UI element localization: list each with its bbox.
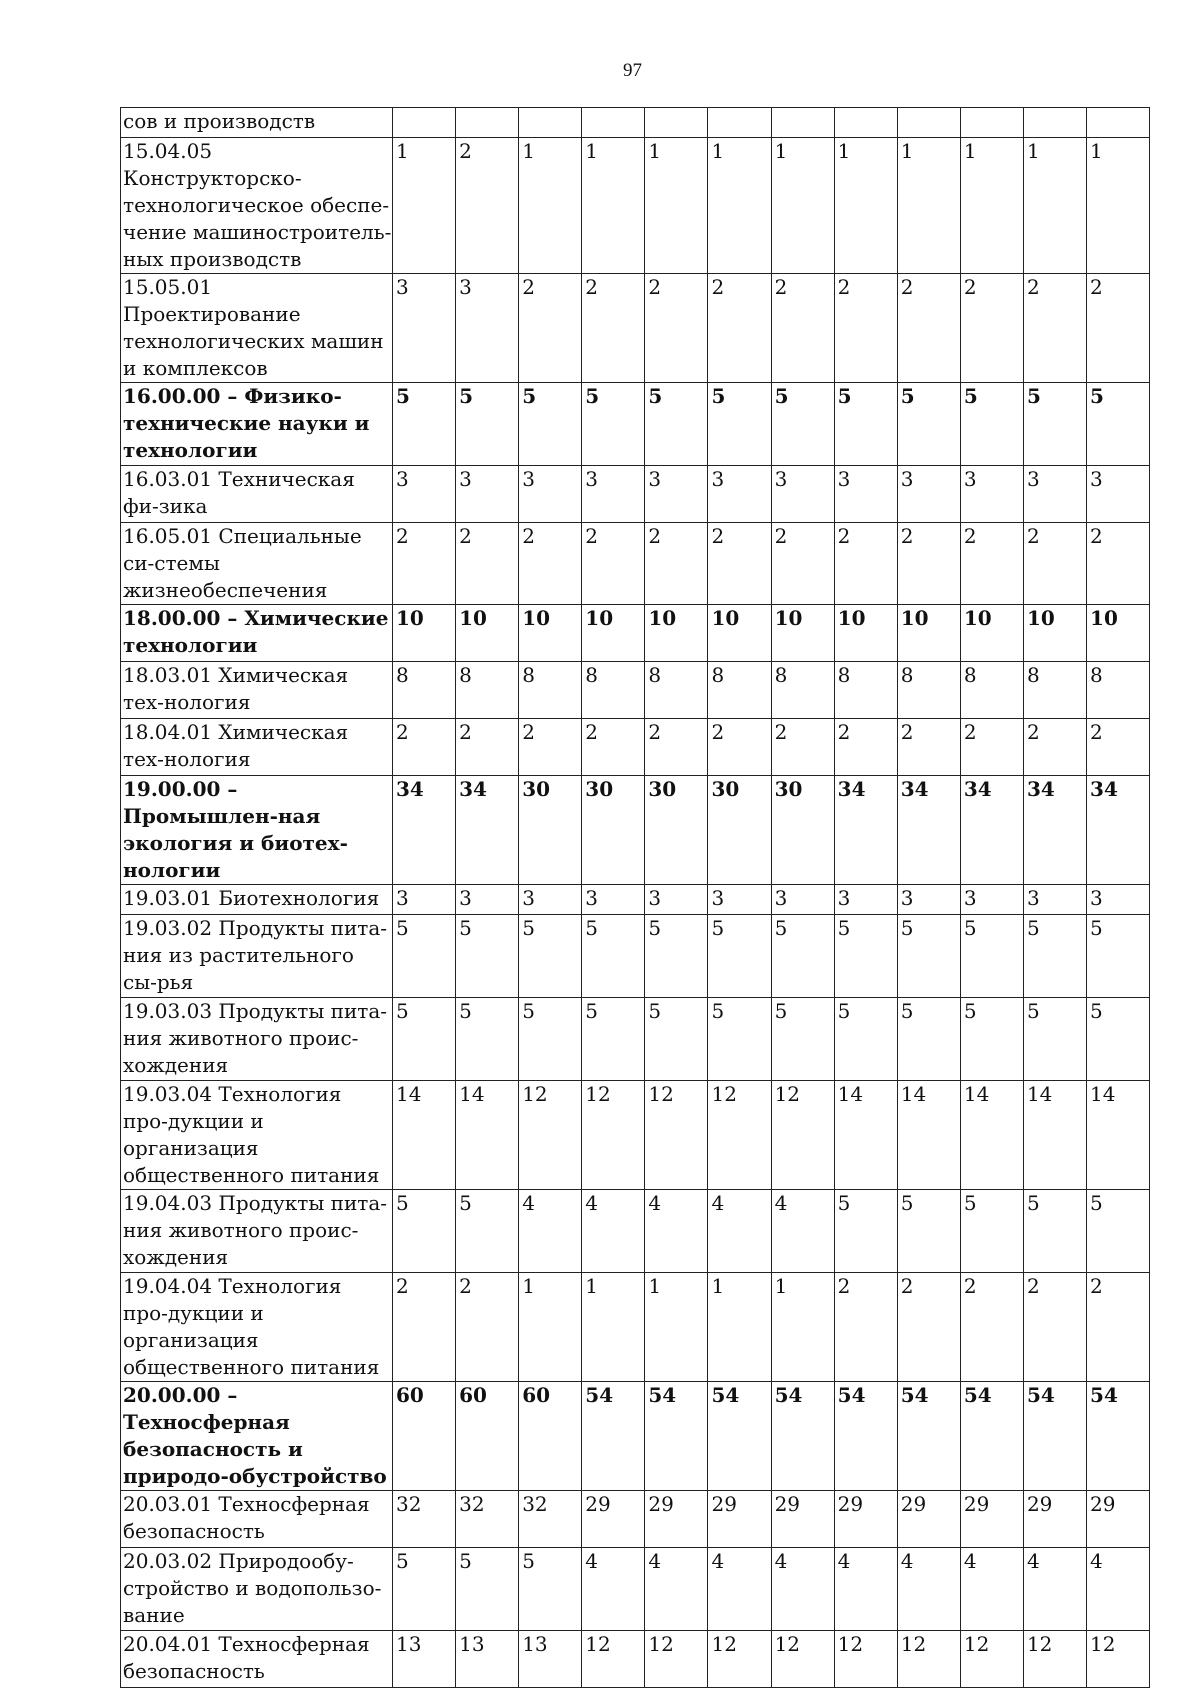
value-cell: 2	[771, 719, 834, 776]
table-row	[121, 274, 1150, 383]
value-cell: 10	[960, 605, 1023, 662]
value-cell: 34	[834, 776, 897, 885]
value-cell: 29	[897, 1491, 960, 1548]
value-cell: 60	[519, 1382, 582, 1491]
value-cell: 2	[1087, 274, 1150, 383]
value-cell: 5	[393, 998, 456, 1081]
value-cell	[582, 108, 645, 138]
value-cell: 2	[456, 138, 519, 274]
value-cell: 60	[456, 1382, 519, 1491]
row-name-cell: 16.03.01 Техническая фи-зика	[121, 466, 393, 523]
value-cell: 8	[960, 662, 1023, 719]
value-cell: 2	[708, 523, 771, 605]
value-cell: 5	[519, 998, 582, 1081]
value-cell: 4	[519, 1190, 582, 1273]
table-row	[121, 523, 1150, 605]
value-cell: 12	[582, 1631, 645, 1688]
value-cell: 5	[456, 1190, 519, 1273]
value-cell: 1	[771, 1273, 834, 1382]
value-cell	[393, 108, 456, 138]
value-cell: 12	[582, 1081, 645, 1190]
value-cell: 2	[708, 274, 771, 383]
value-cell: 1	[393, 138, 456, 274]
table-row	[121, 915, 1150, 998]
value-cell: 10	[456, 605, 519, 662]
table-row-group	[121, 605, 1150, 662]
value-cell: 3	[519, 466, 582, 523]
value-cell: 8	[834, 662, 897, 719]
value-cell: 2	[1087, 719, 1150, 776]
value-cell: 3	[456, 466, 519, 523]
value-cell: 54	[708, 1382, 771, 1491]
value-cell: 8	[645, 662, 708, 719]
value-cell: 30	[582, 776, 645, 885]
value-cell: 12	[708, 1631, 771, 1688]
value-cell: 2	[645, 719, 708, 776]
value-cell: 60	[393, 1382, 456, 1491]
value-cell: 3	[1023, 885, 1086, 915]
value-cell: 12	[519, 1081, 582, 1190]
value-cell: 2	[771, 523, 834, 605]
value-cell: 12	[1023, 1631, 1086, 1688]
value-cell: 2	[393, 523, 456, 605]
row-name-cell: 16.00.00 – Физико-технические науки и технологии	[121, 383, 393, 466]
table-row	[121, 662, 1150, 719]
value-cell: 3	[645, 466, 708, 523]
value-cell: 8	[1087, 662, 1150, 719]
value-cell: 5	[645, 383, 708, 466]
row-name-cell: 15.05.01 Проектирование технологических машин и комплексов	[121, 274, 393, 383]
value-cell: 5	[708, 383, 771, 466]
value-cell: 5	[771, 998, 834, 1081]
value-cell: 5	[771, 383, 834, 466]
value-cell: 34	[1087, 776, 1150, 885]
value-cell: 5	[456, 998, 519, 1081]
value-cell: 8	[897, 662, 960, 719]
value-cell: 14	[1023, 1081, 1086, 1190]
value-cell: 30	[771, 776, 834, 885]
value-cell: 5	[1087, 1190, 1150, 1273]
value-cell: 5	[645, 998, 708, 1081]
value-cell: 2	[708, 719, 771, 776]
value-cell: 2	[834, 523, 897, 605]
value-cell: 54	[960, 1382, 1023, 1491]
value-cell: 2	[582, 719, 645, 776]
value-cell: 8	[1023, 662, 1086, 719]
value-cell: 54	[897, 1382, 960, 1491]
value-cell: 13	[393, 1631, 456, 1688]
row-name-cell: 20.04.01 Техносферная безопасность	[121, 1631, 393, 1688]
value-cell: 5	[393, 915, 456, 998]
row-name-cell: 15.04.05 Конструкторско-технологическое обеспе-чение машиностроитель-ных производств	[121, 138, 393, 274]
value-cell: 2	[960, 719, 1023, 776]
value-cell: 5	[834, 1190, 897, 1273]
value-cell: 2	[456, 719, 519, 776]
value-cell: 5	[582, 915, 645, 998]
value-cell: 30	[519, 776, 582, 885]
value-cell: 8	[708, 662, 771, 719]
value-cell: 3	[645, 885, 708, 915]
value-cell: 10	[519, 605, 582, 662]
value-cell	[960, 108, 1023, 138]
value-cell: 5	[834, 998, 897, 1081]
value-cell: 29	[1087, 1491, 1150, 1548]
value-cell: 3	[708, 885, 771, 915]
value-cell: 54	[582, 1382, 645, 1491]
value-cell: 2	[897, 274, 960, 383]
value-cell: 2	[1023, 719, 1086, 776]
value-cell: 12	[960, 1631, 1023, 1688]
value-cell: 13	[456, 1631, 519, 1688]
value-cell: 5	[393, 1548, 456, 1631]
value-cell: 4	[834, 1548, 897, 1631]
value-cell: 4	[645, 1190, 708, 1273]
row-name-cell: 16.05.01 Специальные си-стемы жизнеобеспечения	[121, 523, 393, 605]
value-cell	[1023, 108, 1086, 138]
value-cell: 29	[960, 1491, 1023, 1548]
value-cell: 10	[582, 605, 645, 662]
value-cell: 4	[960, 1548, 1023, 1631]
value-cell: 2	[456, 1273, 519, 1382]
value-cell: 5	[708, 915, 771, 998]
value-cell: 4	[582, 1548, 645, 1631]
value-cell: 3	[582, 885, 645, 915]
value-cell: 2	[897, 1273, 960, 1382]
value-cell: 1	[645, 138, 708, 274]
value-cell: 29	[645, 1491, 708, 1548]
value-cell: 1	[708, 138, 771, 274]
value-cell: 34	[1023, 776, 1086, 885]
value-cell: 2	[771, 274, 834, 383]
value-cell: 8	[519, 662, 582, 719]
value-cell: 14	[1087, 1081, 1150, 1190]
value-cell: 4	[708, 1190, 771, 1273]
value-cell: 29	[582, 1491, 645, 1548]
value-cell: 5	[582, 998, 645, 1081]
value-cell: 2	[960, 274, 1023, 383]
value-cell: 5	[960, 383, 1023, 466]
value-cell: 2	[834, 274, 897, 383]
value-cell: 2	[960, 1273, 1023, 1382]
value-cell: 3	[519, 885, 582, 915]
value-cell: 54	[834, 1382, 897, 1491]
row-name-cell: 19.03.02 Продукты пита-ния из растительного сы-рья	[121, 915, 393, 998]
value-cell: 10	[708, 605, 771, 662]
value-cell: 4	[1087, 1548, 1150, 1631]
row-name-cell: 19.04.03 Продукты пита-ния животного проис-хождения	[121, 1190, 393, 1273]
value-cell: 5	[834, 915, 897, 998]
value-cell: 2	[645, 523, 708, 605]
enrollment-table	[120, 107, 1150, 1688]
value-cell: 5	[897, 915, 960, 998]
table-row	[121, 138, 1150, 274]
value-cell	[1087, 108, 1150, 138]
value-cell: 3	[897, 466, 960, 523]
value-cell: 3	[1023, 466, 1086, 523]
value-cell: 5	[456, 383, 519, 466]
value-cell	[771, 108, 834, 138]
table-row	[121, 466, 1150, 523]
row-name-cell: 20.03.01 Техносферная безопасность	[121, 1491, 393, 1548]
value-cell: 3	[834, 885, 897, 915]
value-cell: 30	[708, 776, 771, 885]
value-cell: 4	[645, 1548, 708, 1631]
page-number: 97	[623, 60, 642, 81]
value-cell: 3	[393, 885, 456, 915]
value-cell: 14	[897, 1081, 960, 1190]
table-row	[121, 1491, 1150, 1548]
value-cell: 3	[456, 885, 519, 915]
table-row	[121, 1190, 1150, 1273]
value-cell: 5	[1087, 998, 1150, 1081]
value-cell: 4	[708, 1548, 771, 1631]
value-cell: 8	[456, 662, 519, 719]
table-row-group	[121, 383, 1150, 466]
value-cell: 5	[771, 915, 834, 998]
value-cell: 2	[582, 274, 645, 383]
value-cell: 12	[897, 1631, 960, 1688]
value-cell: 5	[519, 383, 582, 466]
value-cell: 2	[897, 719, 960, 776]
value-cell: 1	[645, 1273, 708, 1382]
value-cell: 5	[1087, 915, 1150, 998]
value-cell: 29	[771, 1491, 834, 1548]
value-cell: 2	[645, 274, 708, 383]
value-cell: 14	[834, 1081, 897, 1190]
table-row	[121, 108, 1150, 138]
value-cell: 3	[393, 466, 456, 523]
row-name-cell: 18.04.01 Химическая тех-нология	[121, 719, 393, 776]
row-name-cell: 19.00.00 – Промышлен-ная экология и биотех-нологии	[121, 776, 393, 885]
value-cell: 3	[771, 466, 834, 523]
value-cell: 5	[1023, 383, 1086, 466]
value-cell: 3	[771, 885, 834, 915]
value-cell: 1	[582, 1273, 645, 1382]
value-cell: 4	[582, 1190, 645, 1273]
value-cell: 3	[582, 466, 645, 523]
value-cell: 1	[834, 138, 897, 274]
value-cell: 34	[456, 776, 519, 885]
value-cell: 5	[582, 383, 645, 466]
table-row	[121, 885, 1150, 915]
value-cell: 5	[519, 1548, 582, 1631]
value-cell	[897, 108, 960, 138]
value-cell: 3	[834, 466, 897, 523]
value-cell: 14	[960, 1081, 1023, 1190]
value-cell: 12	[645, 1631, 708, 1688]
value-cell: 12	[771, 1631, 834, 1688]
value-cell: 2	[456, 523, 519, 605]
value-cell: 1	[771, 138, 834, 274]
value-cell: 2	[393, 719, 456, 776]
table-row	[121, 1548, 1150, 1631]
value-cell: 32	[519, 1491, 582, 1548]
value-cell: 2	[519, 719, 582, 776]
row-name-cell: 19.03.01 Биотехнология	[121, 885, 393, 915]
value-cell: 1	[1087, 138, 1150, 274]
value-cell: 2	[960, 523, 1023, 605]
value-cell: 29	[1023, 1491, 1086, 1548]
value-cell: 2	[834, 1273, 897, 1382]
value-cell: 2	[1087, 1273, 1150, 1382]
value-cell: 5	[456, 1548, 519, 1631]
value-cell: 3	[1087, 466, 1150, 523]
value-cell: 5	[393, 383, 456, 466]
value-cell: 3	[960, 885, 1023, 915]
value-cell: 54	[1023, 1382, 1086, 1491]
value-cell: 2	[1023, 523, 1086, 605]
value-cell: 2	[519, 523, 582, 605]
value-cell: 5	[897, 1190, 960, 1273]
value-cell: 5	[393, 1190, 456, 1273]
value-cell: 2	[1023, 274, 1086, 383]
row-name-cell: 18.00.00 – Химические технологии	[121, 605, 393, 662]
value-cell: 1	[519, 138, 582, 274]
table-row	[121, 1081, 1150, 1190]
value-cell: 4	[771, 1548, 834, 1631]
row-name-cell: 19.04.04 Технология про-дукции и организация общественного питания	[121, 1273, 393, 1382]
value-cell: 2	[393, 1273, 456, 1382]
value-cell: 14	[456, 1081, 519, 1190]
value-cell: 8	[582, 662, 645, 719]
value-cell	[708, 108, 771, 138]
value-cell: 5	[1023, 915, 1086, 998]
value-cell: 5	[1023, 998, 1086, 1081]
value-cell: 4	[771, 1190, 834, 1273]
row-name-cell: 19.03.04 Технология про-дукции и организация общественного питания	[121, 1081, 393, 1190]
value-cell: 2	[834, 719, 897, 776]
value-cell: 2	[519, 274, 582, 383]
value-cell: 12	[1087, 1631, 1150, 1688]
value-cell: 3	[1087, 885, 1150, 915]
table-row-group	[121, 1382, 1150, 1491]
value-cell: 30	[645, 776, 708, 885]
value-cell	[645, 108, 708, 138]
value-cell: 5	[645, 915, 708, 998]
value-cell: 5	[960, 998, 1023, 1081]
value-cell: 5	[519, 915, 582, 998]
value-cell: 5	[960, 915, 1023, 998]
value-cell: 34	[393, 776, 456, 885]
table-body	[121, 108, 1150, 1688]
value-cell: 12	[834, 1631, 897, 1688]
table-row-group	[121, 776, 1150, 885]
value-cell: 1	[1023, 138, 1086, 274]
value-cell: 29	[708, 1491, 771, 1548]
value-cell: 5	[897, 383, 960, 466]
value-cell: 13	[519, 1631, 582, 1688]
value-cell: 5	[456, 915, 519, 998]
value-cell: 1	[582, 138, 645, 274]
value-cell	[519, 108, 582, 138]
value-cell: 10	[1087, 605, 1150, 662]
value-cell: 54	[645, 1382, 708, 1491]
value-cell: 54	[771, 1382, 834, 1491]
value-cell: 10	[771, 605, 834, 662]
value-cell	[834, 108, 897, 138]
value-cell: 8	[771, 662, 834, 719]
value-cell: 2	[897, 523, 960, 605]
value-cell: 12	[771, 1081, 834, 1190]
value-cell: 10	[834, 605, 897, 662]
value-cell: 4	[897, 1548, 960, 1631]
value-cell: 3	[456, 274, 519, 383]
table-row	[121, 719, 1150, 776]
value-cell: 1	[708, 1273, 771, 1382]
value-cell: 5	[897, 998, 960, 1081]
value-cell: 5	[1087, 383, 1150, 466]
value-cell: 14	[393, 1081, 456, 1190]
value-cell: 4	[1023, 1548, 1086, 1631]
table-row	[121, 998, 1150, 1081]
value-cell: 32	[456, 1491, 519, 1548]
value-cell: 5	[834, 383, 897, 466]
value-cell: 32	[393, 1491, 456, 1548]
value-cell: 29	[834, 1491, 897, 1548]
row-name-cell: 20.00.00 – Техносферная безопасность и природо-обустройство	[121, 1382, 393, 1491]
value-cell: 34	[960, 776, 1023, 885]
row-name-cell: 19.03.03 Продукты пита-ния животного проис-хождения	[121, 998, 393, 1081]
row-name-cell: 18.03.01 Химическая тех-нология	[121, 662, 393, 719]
row-name-cell: 20.03.02 Природообу-стройство и водопользо-вание	[121, 1548, 393, 1631]
value-cell: 8	[393, 662, 456, 719]
value-cell: 3	[393, 274, 456, 383]
value-cell: 10	[393, 605, 456, 662]
value-cell: 12	[645, 1081, 708, 1190]
row-name-cell: сов и производств	[121, 108, 393, 138]
value-cell: 54	[1087, 1382, 1150, 1491]
table-row	[121, 1273, 1150, 1382]
value-cell: 1	[960, 138, 1023, 274]
value-cell: 34	[897, 776, 960, 885]
value-cell: 3	[960, 466, 1023, 523]
value-cell: 1	[897, 138, 960, 274]
value-cell: 3	[897, 885, 960, 915]
value-cell: 2	[582, 523, 645, 605]
value-cell: 10	[897, 605, 960, 662]
value-cell: 5	[1023, 1190, 1086, 1273]
value-cell: 10	[645, 605, 708, 662]
value-cell: 3	[708, 466, 771, 523]
value-cell: 10	[1023, 605, 1086, 662]
value-cell: 2	[1023, 1273, 1086, 1382]
value-cell: 5	[708, 998, 771, 1081]
value-cell: 5	[960, 1190, 1023, 1273]
value-cell: 2	[1087, 523, 1150, 605]
value-cell: 1	[519, 1273, 582, 1382]
value-cell	[456, 108, 519, 138]
table-row	[121, 1631, 1150, 1688]
value-cell: 12	[708, 1081, 771, 1190]
